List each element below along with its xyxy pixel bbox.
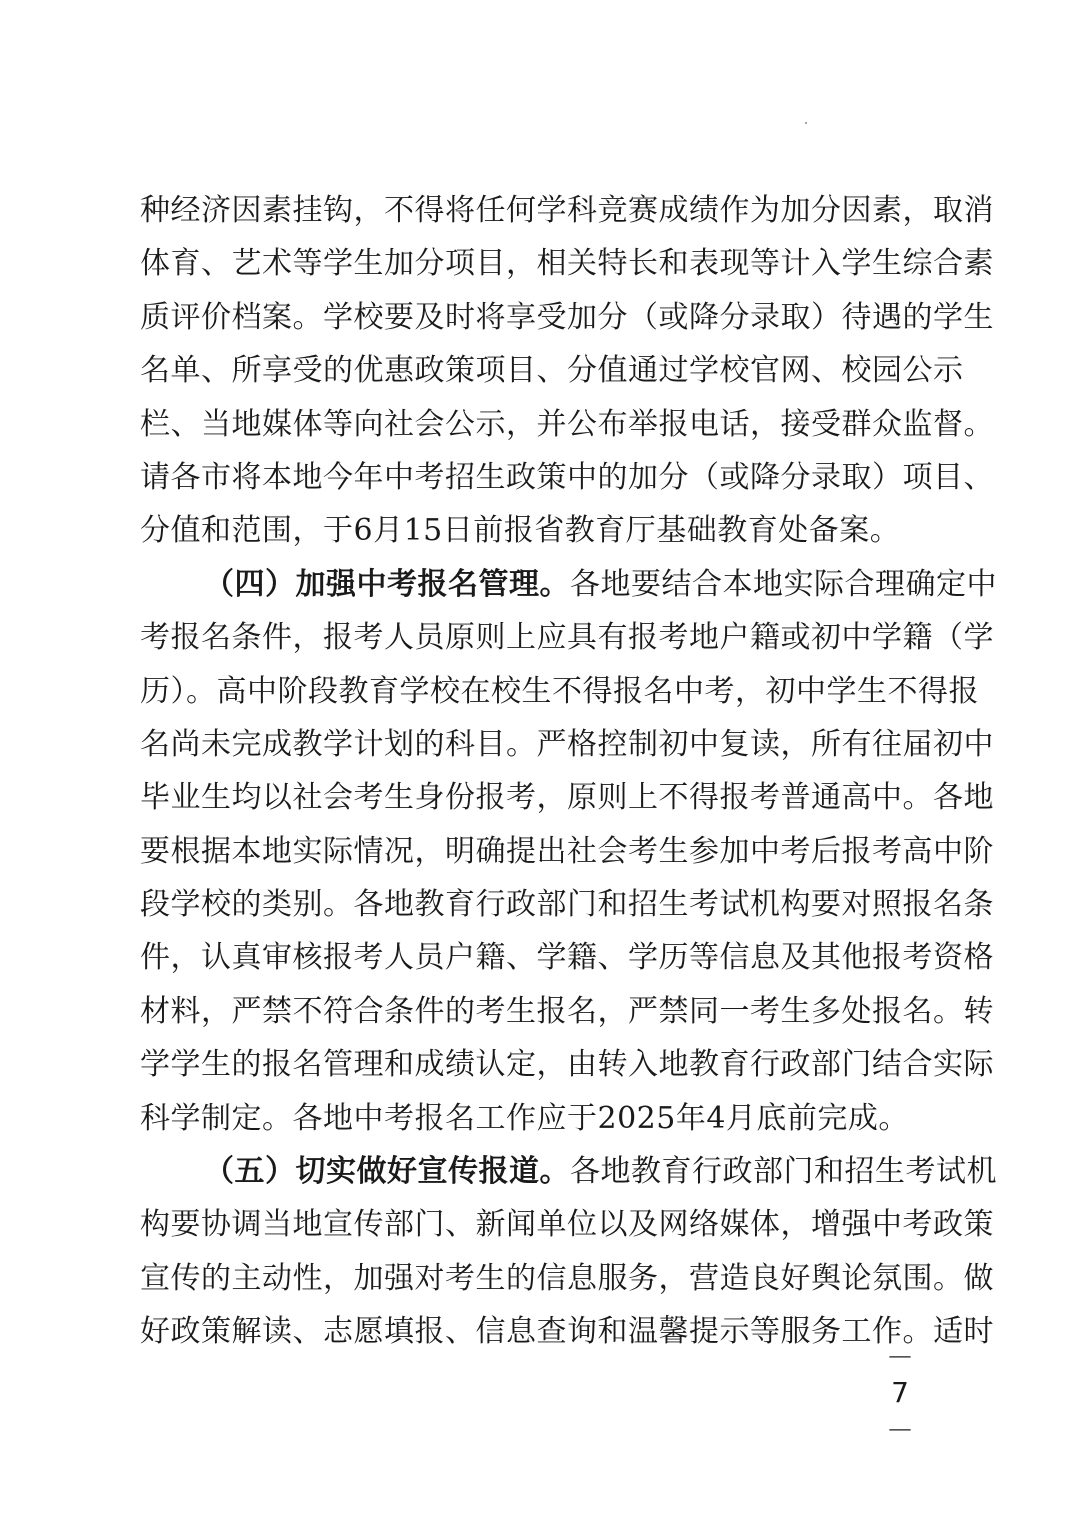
section-5-first-line-text: 各地教育行政部门和招生考试机 bbox=[570, 1154, 997, 1190]
body-line: 名尚未完成教学计划的科目。严格控制初中复读，所有往届初中 bbox=[140, 726, 994, 762]
body-line: 科学制定。各地中考报名工作应于2025年4月底前完成。 bbox=[140, 1100, 909, 1136]
body-line: 请各市将本地今年中考招生政策中的加分（或降分录取）项目、 bbox=[140, 459, 994, 495]
body-line: 名单、所享受的优惠政策项目、分值通过学校官网、校园公示 bbox=[140, 353, 964, 389]
body-line: 学学生的报名管理和成绩认定，由转入地教育行政部门结合实际 bbox=[140, 1047, 994, 1083]
body-line: 体育、艺术等学生加分项目，相关特长和表现等计入学生综合素 bbox=[140, 246, 994, 282]
page-number: － 7 － bbox=[885, 1341, 920, 1447]
body-line: 历）。高中阶段教育学校在校生不得报名中考，初中学生不得报 bbox=[140, 673, 979, 709]
body-line: 材料，严禁不符合条件的考生报名，严禁同一考生多处报名。转 bbox=[140, 993, 994, 1029]
body-line: 种经济因素挂钩，不得将任何学科竞赛成绩作为加分因素，取消 bbox=[140, 193, 994, 228]
document-body bbox=[140, 184, 997, 1359]
body-line: 要根据本地实际情况，明确提出社会考生参加中考后报考高中阶 bbox=[140, 833, 994, 869]
body-line: 构要协调当地宣传部门、新闻单位以及网络媒体，增强中考政策 bbox=[140, 1207, 994, 1243]
body-line: 件，认真审核报考人员户籍、学籍、学历等信息及其他报考资格 bbox=[140, 940, 994, 976]
body-line: 毕业生均以社会考生身份报考，原则上不得报考普通高中。各地 bbox=[140, 780, 994, 816]
section-4-first-line-text: 各地要结合本地实际合理确定中 bbox=[570, 566, 997, 602]
section-4-heading: （四）加强中考报名管理。 bbox=[204, 566, 570, 602]
body-line: 考报名条件，报考人员原则上应具有报考地户籍或初中学籍（学 bbox=[140, 620, 994, 656]
section-5-heading: （五）切实做好宣传报道。 bbox=[204, 1154, 570, 1190]
section-5-first-line bbox=[140, 1145, 997, 1198]
body-line: 分值和范围，于6月15日前报省教育厅基础教育处备案。 bbox=[140, 513, 901, 549]
body-line: 段学校的类别。各地教育行政部门和招生考试机构要对照报名条 bbox=[140, 887, 994, 923]
body-line: 宣传的主动性，加强对考生的信息服务，营造良好舆论氛围。做 bbox=[140, 1260, 994, 1296]
body-line: 栏、当地媒体等向社会公示，并公布举报电话，接受群众监督。 bbox=[140, 406, 994, 442]
section-4-first-line bbox=[140, 558, 997, 611]
scan-speck bbox=[805, 122, 807, 124]
body-line: 好政策解读、志愿填报、信息查询和温馨提示等服务工作。适时 bbox=[140, 1314, 994, 1350]
body-line: 质评价档案。学校要及时将享受加分（或降分录取）待遇的学生 bbox=[140, 299, 994, 335]
